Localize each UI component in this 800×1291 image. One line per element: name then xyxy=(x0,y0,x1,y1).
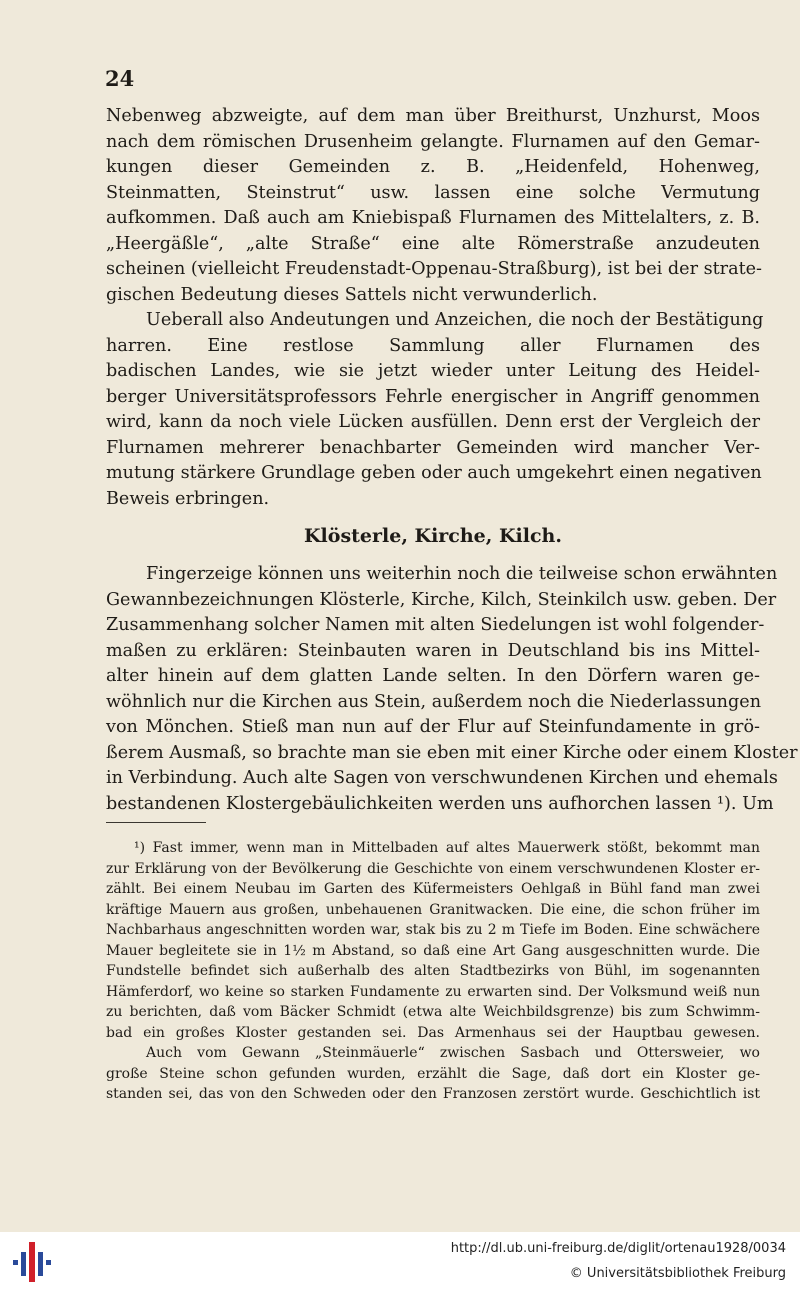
footnote-line: bad ein großes Kloster gestanden sei. Das Armenhaus sei der Hauptbau gewesen. xyxy=(106,1024,760,1041)
text-line: in Verbindung. Auch alte Sagen von verschwundenen Kirchen und ehemals xyxy=(106,768,778,788)
text-line: wird, kann da noch viele Lücken ausfüllen. Denn erst der Vergleich der xyxy=(106,412,760,432)
text-line: mutung stärkere Grundlage geben oder auch umgekehrt einen negativen xyxy=(106,463,762,483)
footnote-line: kräftige Mauern aus großen, unbehauenen Granitwacken. Die eine, die schon früher im xyxy=(106,901,760,918)
text-line: berger Universitätsprofessors Fehrle energischer in Angriff genommen xyxy=(106,386,760,407)
text-line: alter hinein auf dem glatten Lande selten. In den Dörfern waren ge- xyxy=(106,666,760,686)
body-text-top xyxy=(106,104,764,512)
footnote-line: zu berichten, daß vom Bäcker Schmidt (etwa alte Weichbildsgrenze) bis zum Schwimm- xyxy=(106,1004,760,1020)
text-line: von Mönchen. Stieß man nun auf der Flur auf Steinfundamente in grö- xyxy=(106,717,760,737)
text-line: bestandenen Klostergebäulichkeiten werden uns aufhorchen lassen ¹). Um xyxy=(106,793,774,814)
section-heading: Klösterle, Kirche, Kilch. xyxy=(304,525,562,547)
text-line: kungen dieser Gemeinden z. B. „Heidenfeld, Hohenweg, xyxy=(106,157,760,177)
footnote-line: Fundstelle befindet sich außerhalb des alten Stadtbezirks von Bühl, im sogenannten xyxy=(106,963,760,979)
text-line: wöhnlich nur die Kirchen aus Stein, außerdem noch die Niederlassungen xyxy=(106,691,762,712)
text-line: maßen zu erklären: Steinbauten waren in Deutschland bis ins Mittel- xyxy=(106,640,760,661)
footnote-line: Hämferdorf, wo keine so starken Fundamente zu erwarten sind. Der Volksmund weiß nun xyxy=(106,983,760,1000)
text-line: Nebenweg abzweigte, auf dem man über Breithurst, Unzhurst, Moos xyxy=(106,106,760,126)
text-line: harren. Eine restlose Sammlung aller Flurnamen des xyxy=(106,335,760,356)
copyright-notice: © Universitätsbibliothek Freiburg xyxy=(569,1266,786,1281)
footnote-line: zählt. Bei einem Neubau im Garten des Küfermeisters Oehlgaß in Bühl fand man zwei xyxy=(106,881,760,897)
text-line: Zusammenhang solcher Namen mit alten Siedelungen ist wohl folgender- xyxy=(106,615,765,635)
text-line: „Heergäßle“, „alte Straße“ eine alte Römerstraße anzudeuten xyxy=(106,233,760,254)
text-line: Flurnamen mehrerer benachbarter Gemeinden wird mancher Ver- xyxy=(106,437,760,458)
footnotes xyxy=(106,838,760,1105)
text-line: Fingerzeige können uns weiterhin noch die teilweise schon erwähnten xyxy=(146,564,778,584)
library-logo-icon xyxy=(10,1240,54,1284)
text-line: nach dem römischen Drusenheim gelangte. Flurnamen auf den Gemar- xyxy=(106,131,760,152)
text-line: scheinen (vielleicht Freudenstadt-Oppenau-Straßburg), ist bei der strate- xyxy=(106,259,762,279)
body-text-bottom xyxy=(106,562,798,817)
text-line: aufkommen. Daß auch am Kniebispaß Flurnamen des Mittelalters, z. B. xyxy=(106,208,760,228)
text-line: Beweis erbringen. xyxy=(106,488,270,509)
text-line: gischen Bedeutung dieses Sattels nicht verwunderlich. xyxy=(106,284,598,305)
footnote-line: Mauer begleitete sie in 1½ m Abstand, so daß eine Art Gang ausgeschnitten wurde. Die xyxy=(106,942,760,959)
footnote-line: Auch vom Gewann „Steinmäuerle“ zwischen Sasbach und Ottersweier, wo xyxy=(146,1045,760,1061)
text-line: ßerem Ausmaß, so brachte man sie eben mit einer Kirche oder einem Kloster xyxy=(106,742,798,763)
footnote-line: Nachbarhaus angeschnitten worden war, stak bis zu 2 m Tiefe im Boden. Eine schwächere xyxy=(106,922,760,938)
text-line: Ueberall also Andeutungen und Anzeichen, die noch der Bestätigung xyxy=(146,310,764,330)
source-link[interactable]: http://dl.ub.uni-freiburg.de/diglit/ortenau1928/0034 xyxy=(450,1241,786,1256)
text-line: Steinmatten, Steinstrut“ usw. lassen eine solche Vermutung xyxy=(106,182,760,203)
page-number: 24 xyxy=(105,66,135,91)
text-line: badischen Landes, wie sie jetzt wieder unter Leitung des Heidel- xyxy=(106,361,760,381)
footnote-line: standen sei, das von den Schweden oder den Franzosen zerstört wurde. Geschichtlich ist xyxy=(106,1086,760,1102)
footnote-line: zur Erklärung von der Bevölkerung die Geschichte von einem verschwundenen Kloster er- xyxy=(106,860,760,877)
footnote-line: ¹) Fast immer, wenn man in Mittelbaden auf altes Mauerwerk stößt, bekommt man xyxy=(134,840,760,856)
footnote-line: große Steine schon gefunden wurden, erzählt die Sage, daß dort ein Kloster ge- xyxy=(106,1065,760,1082)
text-line: Gewannbezeichnungen Klösterle, Kirche, Kilch, Steinkilch usw. geben. Der xyxy=(106,589,777,610)
footnote-divider xyxy=(106,822,206,823)
